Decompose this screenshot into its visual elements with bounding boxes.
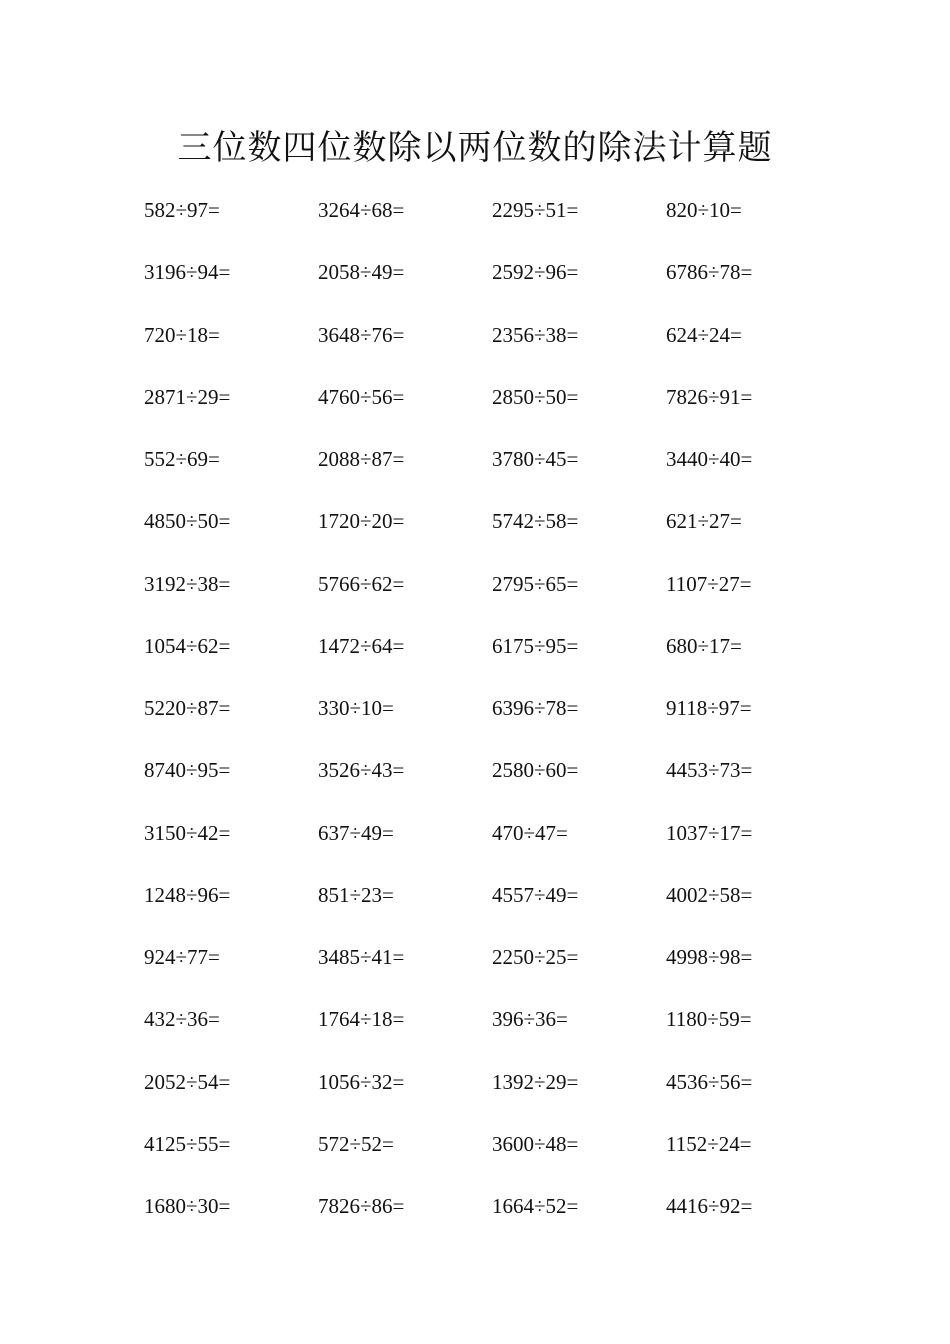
division-problem: 4850÷50= [144,509,231,534]
division-problem: 470÷47= [492,820,568,845]
division-problem: 7826÷91= [666,384,753,409]
division-problem: 2052÷54= [144,1069,231,1094]
division-problem: 1472÷64= [318,633,405,658]
division-problem: 3150÷42= [144,820,231,845]
division-problem: 1248÷96= [144,882,231,907]
division-problem: 4416÷92= [666,1194,753,1218]
division-problem: 3600÷48= [492,1131,579,1156]
division-problem: 1664÷52= [492,1194,579,1218]
division-problem: 3780÷45= [492,447,579,471]
division-problem: 3196÷94= [144,260,231,285]
division-problem: 3264÷68= [318,198,405,222]
division-problem: 8740÷95= [144,758,231,783]
division-problem: 2058÷49= [318,260,405,285]
division-problem: 2356÷38= [492,322,579,347]
division-problem: 720÷18= [144,322,220,347]
division-problem: 2088÷87= [318,447,405,471]
division-problem: 2592÷96= [492,260,579,285]
division-problem: 1054÷62= [144,633,231,658]
division-problem: 820÷10= [666,198,742,222]
division-problem: 2580÷60= [492,758,579,783]
division-problem: 330÷10= [318,696,394,720]
division-problem: 1152÷24= [666,1131,752,1156]
division-problem: 4125÷55= [144,1131,231,1156]
division-problem: 3192÷38= [144,571,231,596]
division-problem: 4998÷98= [666,945,753,969]
division-problem: 851÷23= [318,882,394,907]
division-problem: 680÷17= [666,633,742,658]
division-problem: 432÷36= [144,1007,220,1032]
division-problem: 6175÷95= [492,633,579,658]
division-problem: 396÷36= [492,1007,568,1032]
division-problem: 624÷24= [666,322,742,347]
division-problem: 1056÷32= [318,1069,405,1094]
division-problem: 6786÷78= [666,260,753,285]
division-problem: 1037÷17= [666,820,753,845]
division-problem: 2250÷25= [492,945,579,969]
division-problem: 3526÷43= [318,758,405,783]
division-problem: 7826÷86= [318,1194,405,1218]
division-problem: 4557÷49= [492,882,579,907]
division-problem: 582÷97= [144,198,220,222]
division-problem: 1764÷18= [318,1007,405,1032]
division-problem: 9118÷97= [666,696,752,720]
division-problem: 2871÷29= [144,384,231,409]
division-problem: 4760÷56= [318,384,405,409]
division-problem: 572÷52= [318,1131,394,1156]
division-problem: 3648÷76= [318,322,405,347]
division-problem: 552÷69= [144,447,220,471]
division-problem: 1680÷30= [144,1194,231,1218]
division-problem: 4002÷58= [666,882,753,907]
division-problem: 621÷27= [666,509,742,534]
division-problem: 5742÷58= [492,509,579,534]
division-problem: 1720÷20= [318,509,405,534]
division-problem: 1107÷27= [666,571,752,596]
division-problem: 1392÷29= [492,1069,579,1094]
division-problem: 924÷77= [144,945,220,969]
division-problem: 1180÷59= [666,1007,752,1032]
division-problem: 2795÷65= [492,571,579,596]
division-problem: 2295÷51= [492,198,579,222]
division-problem: 637÷49= [318,820,394,845]
page-title: 三位数四位数除以两位数的除法计算题 [177,127,773,168]
division-problem: 5766÷62= [318,571,405,596]
problem-grid [144,194,840,1252]
division-problem: 3440÷40= [666,447,753,471]
division-problem: 4453÷73= [666,758,753,783]
division-problem: 3485÷41= [318,945,405,969]
division-problem: 5220÷87= [144,696,231,720]
division-problem: 6396÷78= [492,696,579,720]
division-problem: 2850÷50= [492,384,579,409]
division-problem: 4536÷56= [666,1069,753,1094]
